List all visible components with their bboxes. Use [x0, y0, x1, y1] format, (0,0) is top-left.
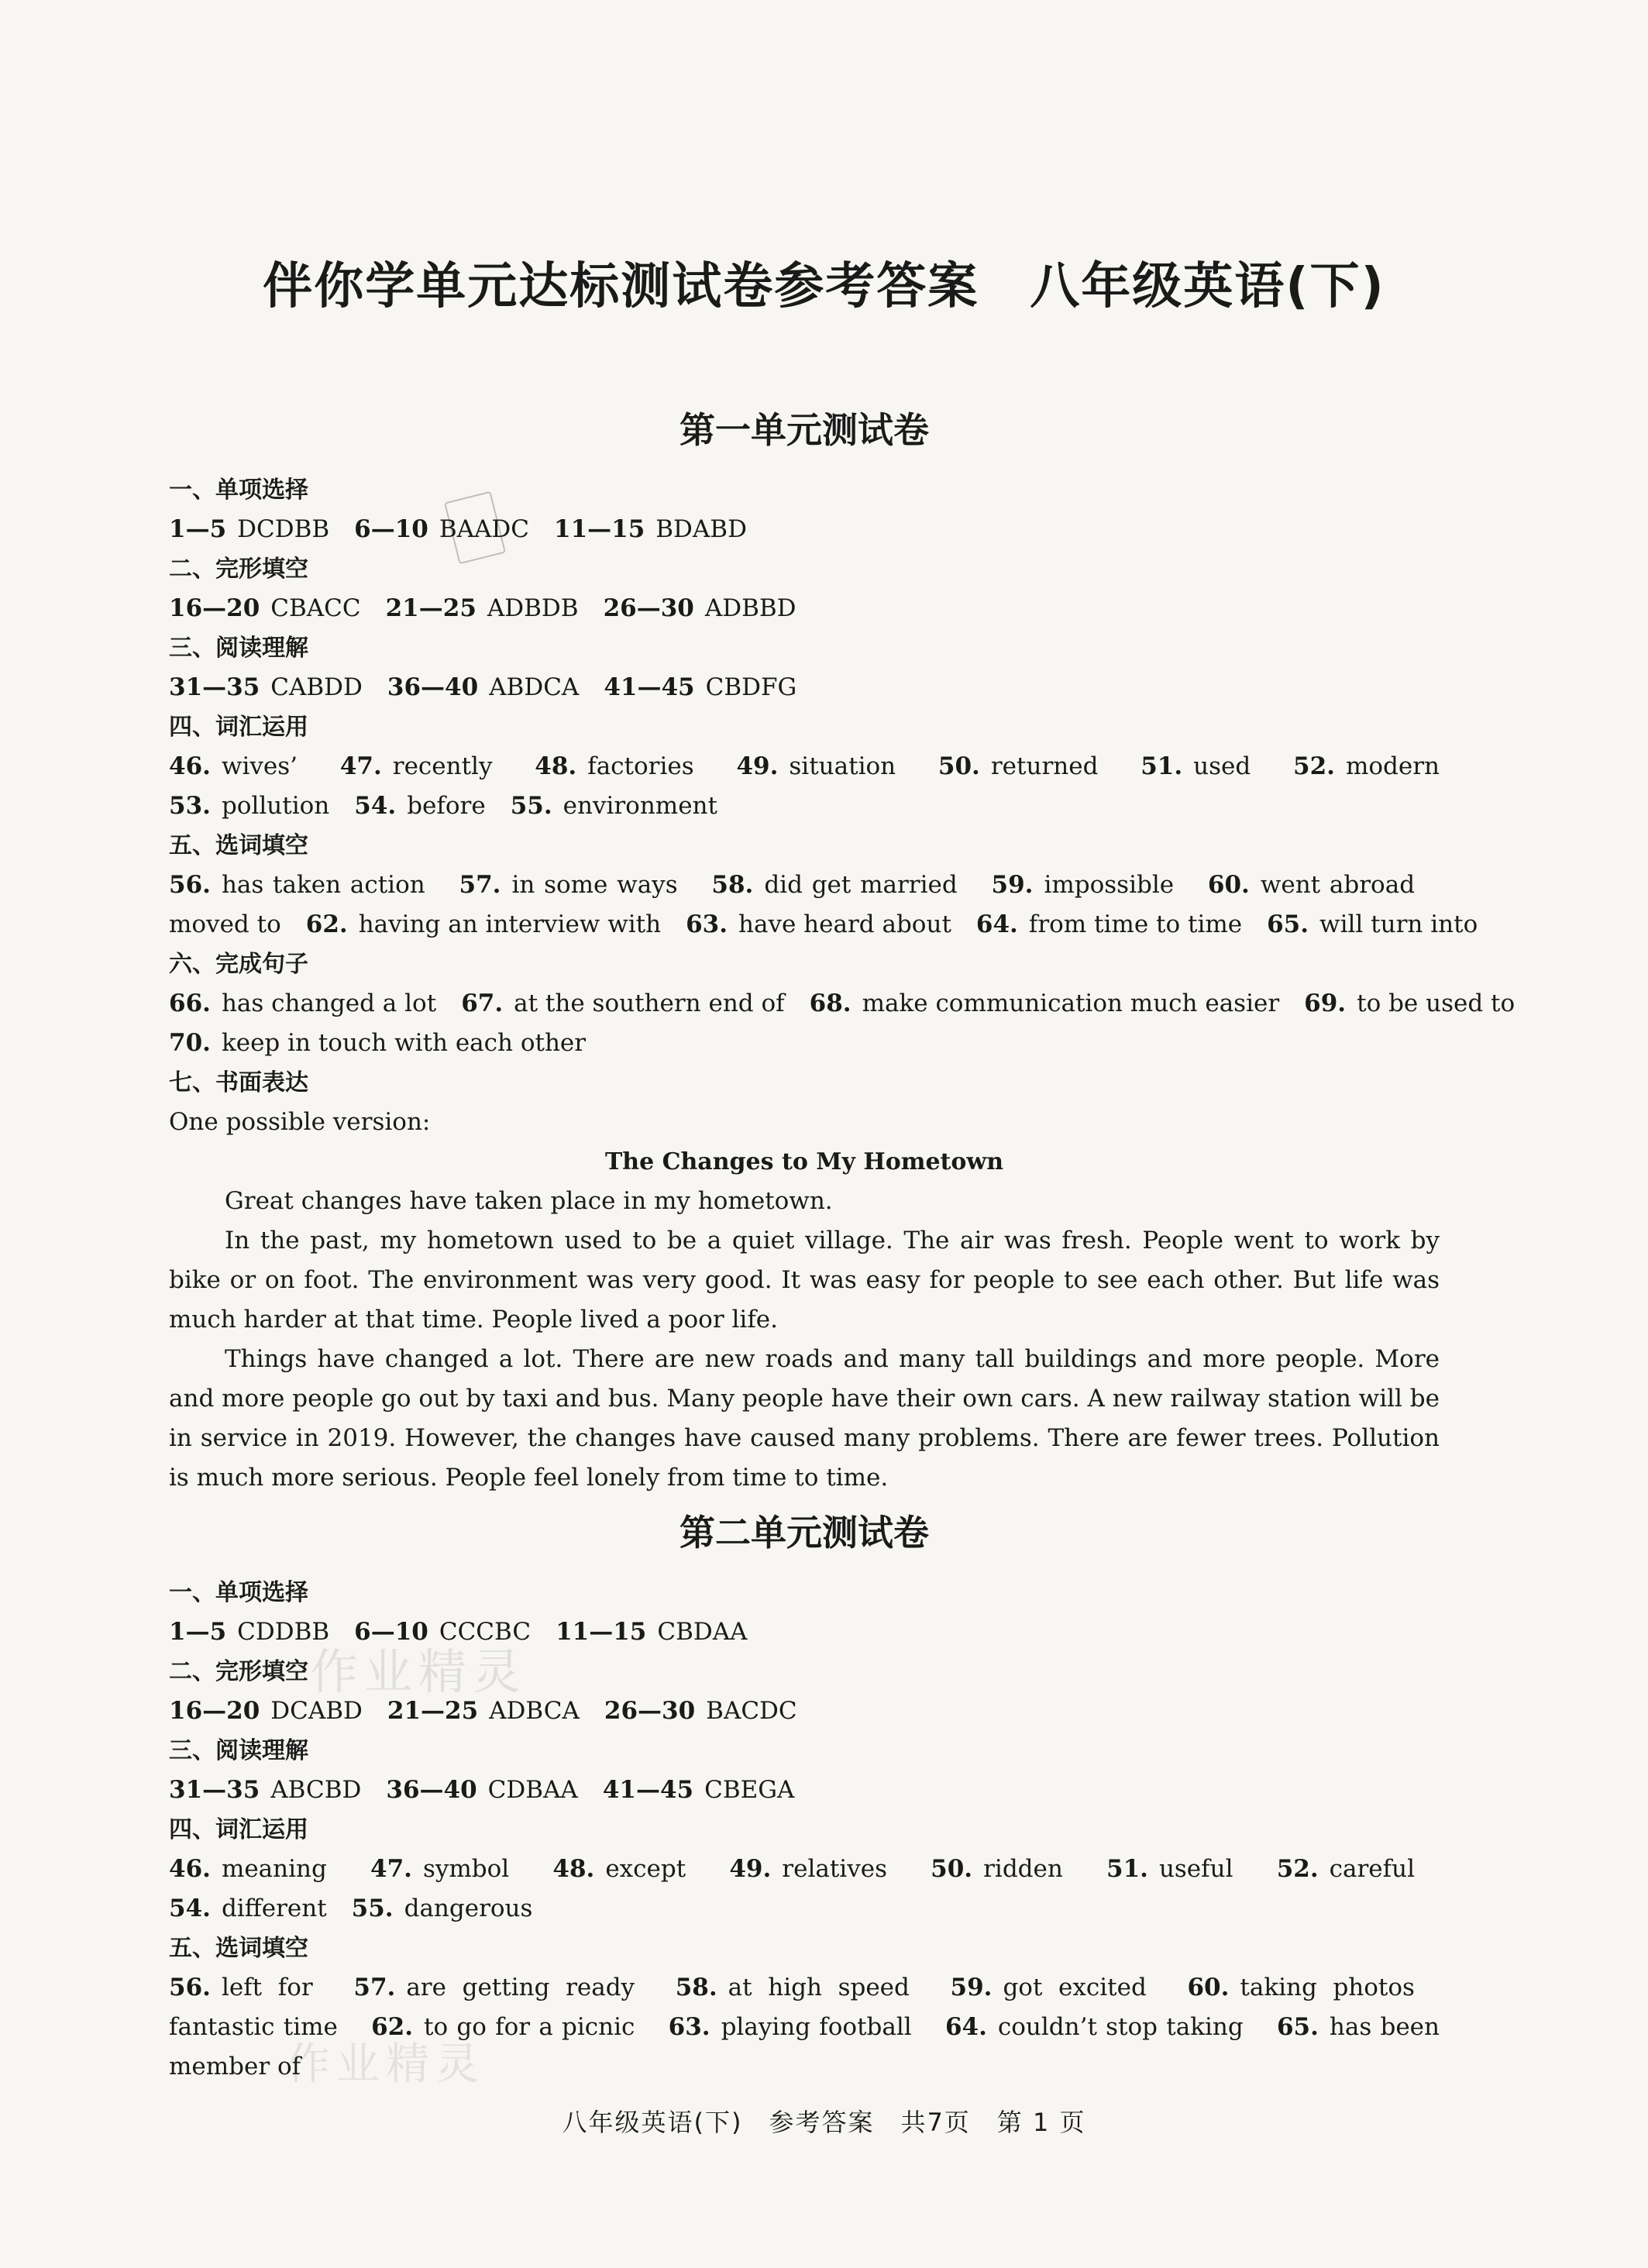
answer-text: CBACC: [270, 594, 361, 622]
answer-text: meaning: [221, 1855, 327, 1883]
answer-section: [169, 1810, 1440, 1929]
answer-item: [686, 910, 951, 938]
answer-item: [1141, 752, 1251, 780]
question-number: 52.: [1276, 1855, 1319, 1883]
answer-item: [306, 910, 661, 938]
answer-item: [354, 515, 529, 543]
answer-line: [169, 786, 1440, 826]
question-number: 58.: [675, 1974, 717, 2001]
answer-item: [604, 1697, 797, 1725]
question-number: 31—35: [169, 1776, 260, 1804]
answer-item: [1293, 752, 1440, 780]
question-number: 62.: [305, 910, 348, 938]
answer-text: except: [605, 1855, 686, 1883]
answer-line: [169, 1968, 1440, 2008]
question-number: 47.: [370, 1855, 412, 1883]
answer-item: [352, 1895, 533, 1922]
answer-item: [1267, 910, 1478, 938]
answer-text: ridden: [983, 1855, 1063, 1883]
answer-text: BDABD: [655, 515, 747, 543]
answer-item: [1304, 989, 1515, 1017]
question-number: 6—10: [354, 515, 428, 543]
answer-text: having an interview with: [358, 910, 662, 938]
answer-text: at high speed: [728, 1974, 910, 2001]
answer-item: [354, 792, 485, 820]
answer-text: BAADC: [439, 515, 529, 543]
answer-text: ADBCA: [489, 1697, 580, 1725]
answer-text: recently: [392, 752, 493, 780]
answer-text: has changed a lot: [221, 989, 437, 1017]
answer-text: different: [221, 1895, 327, 1922]
question-number: 55.: [351, 1895, 394, 1922]
section-heading: 四、词汇运用: [169, 714, 308, 741]
answer-section: [169, 1573, 1440, 1652]
answer-text: fantastic time: [169, 2013, 338, 2041]
question-number: 57.: [353, 1974, 396, 2001]
answer-section: [169, 1929, 1440, 2087]
question-number: 48.: [552, 1855, 595, 1883]
answer-text: DCDBB: [237, 515, 330, 543]
section-heading: 四、词汇运用: [169, 1816, 308, 1843]
answer-text: relatives: [782, 1855, 887, 1883]
writing-intro: One possible version:: [169, 1108, 431, 1136]
question-number: 11—15: [556, 1618, 647, 1646]
question-number: 66.: [169, 989, 211, 1017]
answer-line: [169, 668, 1440, 707]
question-number: 50.: [938, 752, 980, 780]
answer-text: member of: [169, 2053, 301, 2080]
answer-line: [169, 510, 1440, 549]
answer-text: symbol: [422, 1855, 510, 1883]
answer-text: in some ways: [511, 871, 678, 899]
essay-paragraph: In the past, my hometown used to be a quiet village. The air was fresh. People went to work by bike or on foot. The environment was very good. It was easy for people to see each other. But life was much harder at that time. People lived a poor life.: [169, 1227, 1440, 1334]
answer-item: [554, 515, 747, 543]
answer-section: [169, 549, 1440, 628]
answer-text: ABDCA: [489, 673, 580, 701]
answer-item: [169, 871, 425, 899]
answer-text: useful: [1158, 1855, 1233, 1883]
question-number: 53.: [169, 792, 211, 820]
answer-text: dangerous: [404, 1895, 533, 1922]
answer-text: did get married: [764, 871, 958, 899]
answer-item: [371, 2013, 635, 2041]
answer-item: [736, 752, 896, 780]
question-number: 21—25: [387, 1697, 479, 1725]
question-number: 1—5: [169, 515, 227, 543]
answer-text: CBDFG: [705, 673, 797, 701]
question-number: 36—40: [387, 673, 479, 701]
question-number: 49.: [736, 752, 779, 780]
answer-item: [169, 1618, 329, 1646]
answer-item: [1277, 1855, 1415, 1883]
answer-item: [945, 2013, 1244, 2041]
answer-item: [169, 792, 329, 820]
answer-text: keep in touch with each other: [221, 1029, 587, 1057]
answer-section: [169, 945, 1516, 1063]
answer-item: [603, 1776, 795, 1804]
answer-line: [169, 1024, 1440, 1063]
answer-section: [169, 707, 1440, 826]
answer-item: [711, 871, 957, 899]
question-number: 16—20: [169, 1697, 260, 1725]
question-number: 51.: [1141, 752, 1183, 780]
question-number: 60.: [1187, 1974, 1230, 2001]
answer-line: [169, 905, 1478, 945]
answer-text: CABDD: [270, 673, 363, 701]
answer-line: [169, 1612, 1440, 1652]
question-number: 21—25: [385, 594, 477, 622]
answer-item: [556, 1618, 747, 1646]
question-number: 70.: [169, 1029, 211, 1057]
question-number: 41—45: [604, 673, 695, 701]
answer-item: [992, 871, 1175, 899]
answer-text: playing football: [721, 2013, 912, 2041]
watermark: 作业精灵: [287, 2039, 485, 2090]
page-footer: 八年级英语(下) 参考答案 共7页 第 1 页: [562, 2108, 1086, 2137]
section-heading: 五、选词填空: [169, 832, 308, 859]
answer-item: [169, 594, 361, 622]
answer-text: CBDAA: [657, 1618, 748, 1646]
question-number: 47.: [339, 752, 382, 780]
question-number: 59.: [991, 871, 1034, 899]
watermark: 作业精灵: [310, 1643, 528, 1700]
question-number: 48.: [535, 752, 577, 780]
answer-item: [459, 871, 678, 899]
answer-text: taking photos: [1240, 1974, 1415, 2001]
answer-text: pollution: [221, 792, 330, 820]
answer-item: [169, 1974, 313, 2001]
writing-section: [169, 1063, 1440, 1498]
essay-title: The Changes to My Hometown: [604, 1148, 1004, 1175]
answer-line: [169, 984, 1516, 1024]
answer-line: [169, 866, 1440, 905]
section-heading: 七、书面表达: [169, 1069, 308, 1096]
answer-text: ADBDB: [487, 594, 579, 622]
answer-text: have heard about: [738, 910, 951, 938]
question-number: 49.: [729, 1855, 772, 1883]
answer-line: [169, 1692, 1440, 1731]
answer-text: has taken action: [221, 871, 425, 899]
question-number: 46.: [169, 1855, 211, 1883]
answer-item: [535, 752, 693, 780]
answer-item: [604, 594, 796, 622]
question-number: 52.: [1293, 752, 1335, 780]
question-number: 56.: [169, 871, 211, 899]
question-number: 57.: [459, 871, 501, 899]
question-number: 6—10: [354, 1618, 428, 1646]
answer-text: has been: [1329, 2013, 1440, 2041]
answer-line: [169, 589, 1440, 628]
answer-text: impossible: [1044, 871, 1175, 899]
question-number: 16—20: [169, 594, 260, 622]
question-number: 58.: [711, 871, 754, 899]
question-number: 69.: [1304, 989, 1347, 1017]
answer-text: factories: [587, 752, 694, 780]
answer-item: [1187, 1974, 1415, 2001]
answer-text: DCABD: [270, 1697, 363, 1725]
answer-text: BACDC: [706, 1697, 797, 1725]
answer-text: went abroad: [1260, 871, 1416, 899]
answer-item: [810, 989, 1280, 1017]
answer-section: [169, 470, 1440, 549]
answer-item: [169, 910, 281, 938]
answer-text: situation: [789, 752, 896, 780]
answer-item: [387, 673, 579, 701]
question-number: 51.: [1106, 1855, 1148, 1883]
unit-2-answers: [169, 1509, 1440, 2087]
unit-title: 第一单元测试卷: [679, 409, 929, 451]
answer-text: CDDBB: [237, 1618, 330, 1646]
answer-line: [169, 1850, 1440, 1889]
answer-item: [386, 1776, 577, 1804]
answer-text: got excited: [1003, 1974, 1147, 2001]
answer-item: [386, 594, 579, 622]
answer-text: ABCBD: [270, 1776, 362, 1804]
answer-text: returned: [990, 752, 1099, 780]
answer-item: [951, 1974, 1147, 2001]
section-heading: 一、单项选择: [169, 477, 308, 504]
question-number: 50.: [931, 1855, 973, 1883]
answer-item: [340, 752, 493, 780]
question-number: 26—30: [603, 594, 694, 622]
answer-text: couldn’t stop taking: [997, 2013, 1244, 2041]
answer-text: environment: [563, 792, 717, 820]
question-number: 64.: [944, 2013, 987, 2041]
section-heading: 二、完形填空: [169, 1658, 308, 1685]
answer-section: [169, 1652, 1440, 1731]
answer-item: [169, 2013, 338, 2041]
answer-text: from time to time: [1028, 910, 1243, 938]
question-number: 41—45: [602, 1776, 694, 1804]
answer-item: [387, 1697, 580, 1725]
answer-item: [169, 515, 329, 543]
answer-item: [353, 1974, 635, 2001]
answer-line: [169, 2008, 1440, 2047]
answer-item: [1106, 1855, 1233, 1883]
answer-line: [169, 1889, 1440, 1929]
answer-item: [729, 1855, 887, 1883]
essay-paragraph: Things have changed a lot. There are new roads and many tall buildings and more people. More and more people go out by taxi and bus. Many people have their own cars. A new railway station will be in service in 2019. However, the changes have caused many problems. There are fewer trees. Pollution is much more serious. People feel lonely from time to time.: [169, 1345, 1440, 1492]
question-number: 62.: [371, 2013, 414, 2041]
answer-item: [354, 1618, 531, 1646]
answer-line: [169, 747, 1440, 786]
answer-section: [169, 1731, 1440, 1810]
question-number: 54.: [354, 792, 397, 820]
answer-text: CBEGA: [704, 1776, 795, 1804]
section-heading: 三、阅读理解: [169, 1737, 308, 1764]
question-number: 36—40: [386, 1776, 477, 1804]
question-number: 67.: [461, 989, 504, 1017]
answer-section: [169, 628, 1440, 707]
answer-text: before: [407, 792, 486, 820]
answer-item: [169, 989, 436, 1017]
answer-text: left for: [221, 1974, 313, 2001]
answer-text: at the southern end of: [514, 989, 785, 1017]
unit-title: 第二单元测试卷: [679, 1512, 929, 1554]
question-number: 63.: [668, 2013, 710, 2041]
answer-text: careful: [1329, 1855, 1415, 1883]
unit-1-answers: [169, 407, 1516, 1498]
question-number: 63.: [686, 910, 728, 938]
question-number: 55.: [510, 792, 552, 820]
answer-item: [938, 752, 1099, 780]
answer-item: [370, 1855, 509, 1883]
answer-text: to go for a picnic: [424, 2013, 635, 2041]
answer-item: [676, 1974, 910, 2001]
answer-item: [169, 2053, 301, 2080]
question-number: 65.: [1267, 910, 1309, 938]
page-title: 伴你学单元达标测试卷参考答案 八年级英语(下): [263, 258, 1385, 315]
answer-item: [669, 2013, 912, 2041]
question-number: 54.: [169, 1895, 211, 1922]
answer-item: [604, 673, 796, 701]
section-heading: 三、阅读理解: [169, 635, 308, 662]
answer-text: wives’: [221, 752, 298, 780]
question-number: 65.: [1276, 2013, 1319, 2041]
answer-text: are getting ready: [406, 1974, 635, 2001]
answer-item: [552, 1855, 686, 1883]
answer-text: ADBBD: [704, 594, 796, 622]
answer-item: [169, 1029, 586, 1057]
answer-line: [169, 2047, 1440, 2087]
answer-item: [169, 1697, 363, 1725]
question-number: 60.: [1207, 871, 1250, 899]
section-heading: 五、选词填空: [169, 1935, 308, 1962]
answer-text: used: [1193, 752, 1251, 780]
essay-paragraph: Great changes have taken place in my hometown.: [225, 1187, 833, 1215]
answer-item: [931, 1855, 1063, 1883]
question-number: 68.: [809, 989, 852, 1017]
answer-item: [169, 673, 363, 701]
answer-item: [1208, 871, 1415, 899]
answer-text: modern: [1345, 752, 1440, 780]
answer-item: [169, 752, 298, 780]
answer-text: to be used to: [1357, 989, 1516, 1017]
question-number: 1—5: [169, 1618, 227, 1646]
question-number: 11—15: [554, 515, 645, 543]
answer-text: make communication much easier: [862, 989, 1280, 1017]
question-number: 46.: [169, 752, 211, 780]
section-heading: 一、单项选择: [169, 1579, 308, 1606]
question-number: 31—35: [169, 673, 260, 701]
answer-section: [169, 826, 1478, 945]
answer-text: CCCBC: [439, 1618, 532, 1646]
answer-line: [169, 1771, 1440, 1810]
question-number: 59.: [950, 1974, 993, 2001]
question-number: 26—30: [604, 1697, 696, 1725]
question-number: 64.: [975, 910, 1018, 938]
answer-item: [461, 989, 784, 1017]
section-heading: 六、完成句子: [169, 951, 308, 978]
answer-text: moved to: [169, 910, 281, 938]
answer-item: [169, 1895, 327, 1922]
answer-item: [169, 1776, 361, 1804]
answer-item: [976, 910, 1242, 938]
question-number: 56.: [169, 1974, 211, 2001]
answer-item: [511, 792, 717, 820]
answer-text: CDBAA: [487, 1776, 578, 1804]
answer-text: will turn into: [1319, 910, 1478, 938]
section-heading: 二、完形填空: [169, 556, 308, 583]
answer-item: [169, 1855, 327, 1883]
